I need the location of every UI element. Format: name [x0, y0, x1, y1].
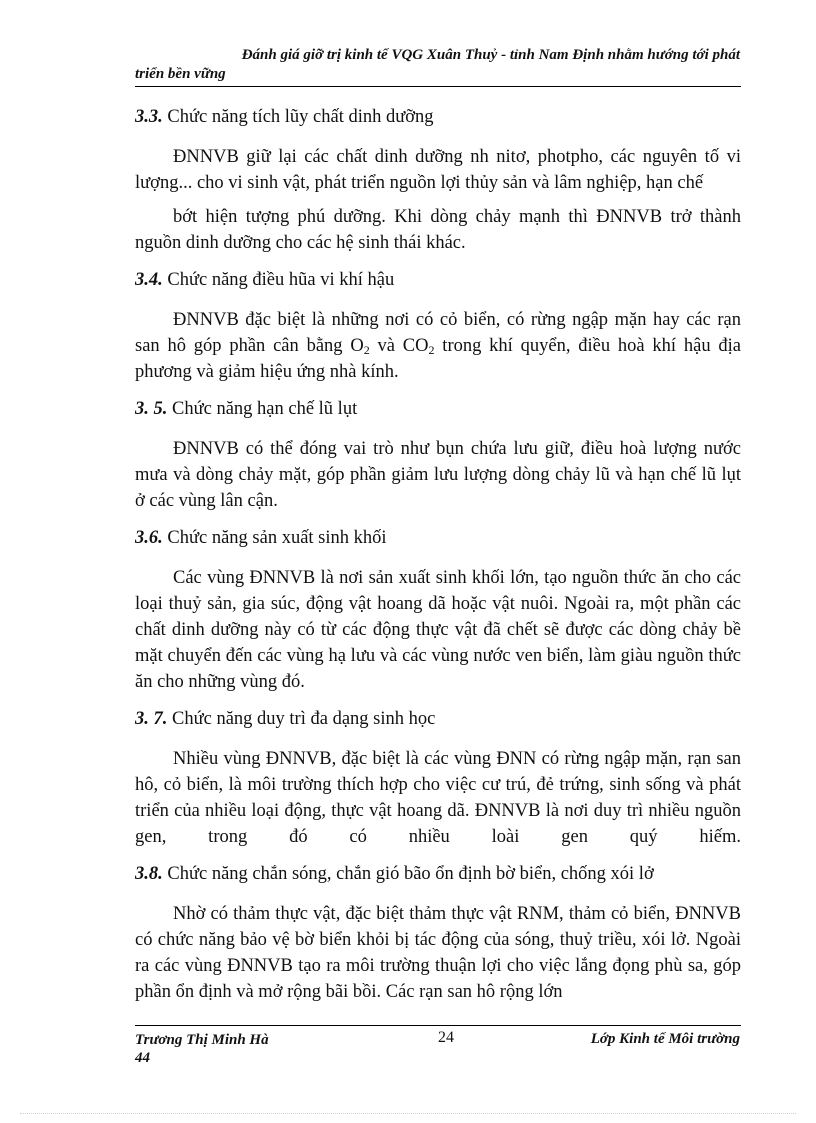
- running-header: [135, 46, 740, 84]
- section-number: 3.6.: [135, 528, 163, 548]
- section-heading-3-7: [135, 706, 741, 732]
- header-rule: [135, 86, 741, 87]
- section-heading-3-6: [135, 525, 741, 551]
- section-number: 3. 5.: [135, 399, 168, 419]
- paragraph: ĐNNVB giữ lại các chất dinh dưỡng nh nitơ, photpho, các nguyên tố vi lượng... cho vi sinh vật, phát triển nguồn lợi thủy sản và lâm nghiệp, hạn chế: [135, 147, 741, 193]
- section-title: Chức năng duy trì đa dạng sinh học: [167, 709, 436, 729]
- section-title: Chức năng chắn sóng, chắn gió bão ổn định bờ biển, chống xói lở: [162, 864, 654, 884]
- subscript: 2: [428, 343, 435, 357]
- section-number: 3.3.: [135, 107, 163, 127]
- section-heading-3-3: [135, 104, 741, 130]
- author-name: Trương Thị Minh Hà: [135, 1032, 269, 1048]
- section-title: Chức năng sản xuất sinh khối: [162, 528, 387, 548]
- paragraph: bớt hiện tượng phú dưỡng. Khi dòng chảy mạnh thì ĐNNVB trở thành nguồn dinh dưỡng cho các hệ sinh thái khác.: [135, 207, 741, 253]
- subscript: 2: [363, 343, 370, 357]
- text-run: ĐNNVB đặc biệt là những nơi có cỏ biển, có rừng ngập mặn hay các rạn san hô góp phần cân bằng O: [135, 310, 741, 356]
- header-line-2: triển bền vững: [135, 66, 226, 82]
- page-number: 24: [438, 1029, 454, 1046]
- section-number: 3. 7.: [135, 709, 168, 729]
- section-heading-3-8: [135, 861, 741, 887]
- section-heading-3-5: [135, 396, 741, 422]
- paragraph: Các vùng ĐNNVB là nơi sản xuất sinh khối lớn, tạo nguồn thức ăn cho các loại thuỷ sản, gia súc, động vật hoang dã hoặc vật nuôi. Ngoài ra, một phần các chất dinh dưỡng này có từ các động thực vật đã chết sẽ được các dòng chảy bề mặt chuyển đến các vùng hạ lưu và các vùng nước ven biển, làm giàu nguồn thức ăn cho những vùng đó.: [135, 568, 741, 692]
- section-title: Chức năng hạn chế lũ lụt: [167, 399, 358, 419]
- header-line-1: Đánh giá giỡ trị kinh tế VQG Xuân Thuỷ - tỉnh Nam Định nhằm hướng tới phát: [241, 47, 740, 63]
- section-number: 3.8.: [135, 864, 163, 884]
- section-heading-3-4: [135, 267, 741, 293]
- paragraph: [135, 307, 741, 385]
- section-number: 3.4.: [135, 270, 163, 290]
- footer-rule: [135, 1025, 741, 1026]
- section-title: Chức năng tích lũy chất dinh dưỡng: [162, 107, 434, 127]
- section-title: Chức năng điều hũa vi khí hậu: [162, 270, 395, 290]
- paragraph: Nhiều vùng ĐNNVB, đặc biệt là các vùng ĐNN có rừng ngập mặn, rạn san hô, cỏ biển, là môi trường thích hợp cho việc cư trú, đẻ trứng, sinh sống và phát triển của nhiều loại động, thực vật hoang dã. ĐNNVB là nơi duy trì nhiều nguồn gen, trong đó có nhiều loài gen quý hiếm.: [135, 749, 741, 847]
- text-run: và CO: [369, 336, 429, 356]
- footer-class: Lớp Kinh tế Môi trường: [590, 1031, 740, 1047]
- page-body: [135, 104, 741, 1016]
- paragraph: ĐNNVB có thể đóng vai trò như bụn chứa lưu giữ, điều hoà lượng nước mưa và dòng chảy mặt, góp phần giảm lưu lượng dòng chảy lũ và hạn chế lũ lụt ở các vùng lân cận.: [135, 439, 741, 511]
- text-run: trong khí quyển, điều hoà khí hậu địa phương và giảm hiệu ứng nhà kính.: [135, 336, 741, 382]
- page-edge-divider: [20, 1113, 796, 1114]
- author-number: 44: [135, 1050, 150, 1066]
- paragraph: Nhờ có thảm thực vật, đặc biệt thảm thực vật RNM, thảm cỏ biển, ĐNNVB có chức năng bảo vệ bờ biển khỏi bị tác động của sóng, thuỷ triều, xói lở. Ngoài ra các vùng ĐNNVB tạo ra môi trường thuận lợi cho việc lắng đọng phù sa, góp phần ổn định và mở rộng bãi bồi. Các rạn san hô rộng lớn: [135, 904, 741, 1002]
